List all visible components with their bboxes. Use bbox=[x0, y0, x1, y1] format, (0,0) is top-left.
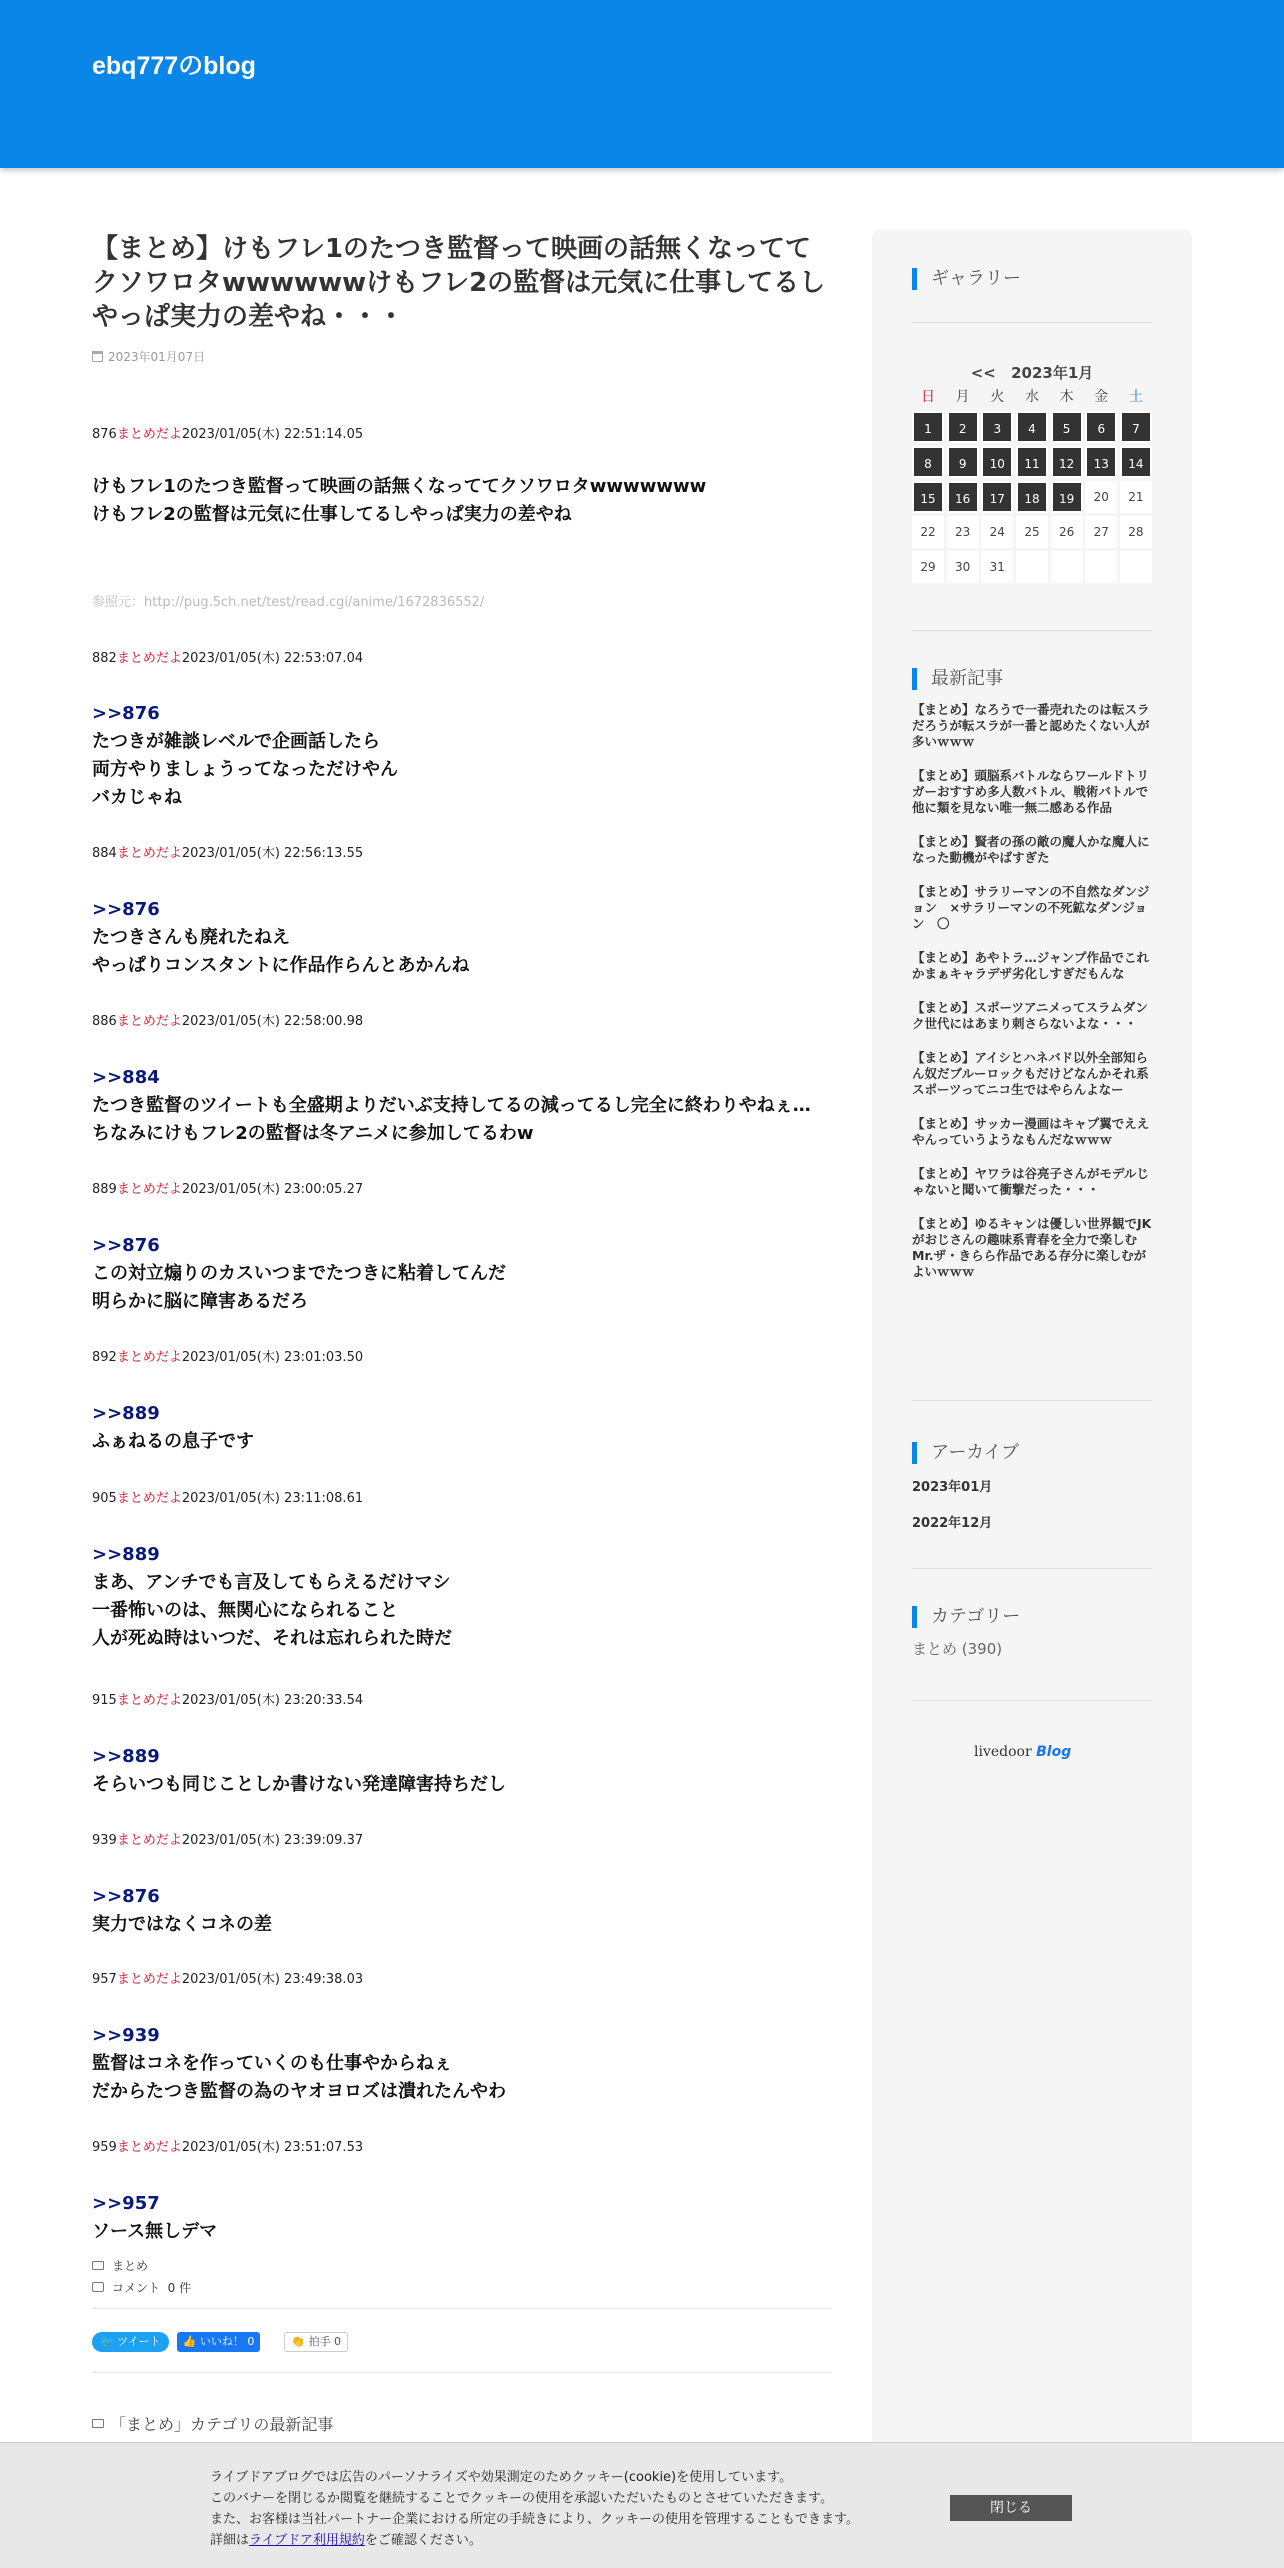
clap-button[interactable]: 👏 拍手 0 bbox=[284, 2332, 348, 2352]
calendar-day[interactable]: 18 bbox=[1016, 481, 1048, 513]
divider bbox=[92, 2372, 832, 2373]
calendar-week-row bbox=[912, 411, 1152, 443]
calendar-day[interactable]: 7 bbox=[1120, 411, 1152, 443]
calendar-weekday: 月 bbox=[955, 389, 970, 405]
post-time: 2023/01/05(木) 23:49:38.03 bbox=[181, 1972, 364, 1987]
folder-icon bbox=[92, 2419, 104, 2428]
like-button[interactable]: 👍 いいね！ 0 bbox=[177, 2332, 261, 2352]
reply-anchor-link[interactable]: >>889 bbox=[92, 1746, 160, 1767]
cookie-close-button[interactable]: 閉じる bbox=[950, 2495, 1072, 2521]
calendar-day[interactable]: 10 bbox=[981, 446, 1013, 478]
site-header bbox=[0, 0, 1284, 168]
post-header bbox=[92, 1829, 363, 1848]
post-line: 一番怖いのは、無関心になられること bbox=[92, 1600, 398, 1621]
post-number: 876 bbox=[92, 427, 117, 442]
calendar-icon bbox=[92, 351, 103, 362]
recent-article-link[interactable]: 【まとめ】アイシとハネバド以外全部知らん奴だブルーロックもだけどなんかそれ系スポーツってニコ生ではやらんよなー bbox=[912, 1050, 1149, 1097]
post-body bbox=[92, 1743, 832, 1799]
post-author: まとめだよ bbox=[116, 1014, 182, 1029]
calendar-day: 21 bbox=[1120, 481, 1152, 513]
post-header bbox=[92, 647, 363, 666]
post-body bbox=[92, 896, 832, 980]
post-author: まとめだよ bbox=[116, 1833, 182, 1848]
calendar-day: 23 bbox=[947, 516, 979, 548]
post-time: 2023/01/05(木) 23:39:09.37 bbox=[181, 1833, 364, 1848]
category-heading: カテゴリー bbox=[912, 1606, 1020, 1628]
calendar-day[interactable]: 1 bbox=[912, 411, 944, 443]
calendar-day[interactable]: 2 bbox=[947, 411, 979, 443]
post-author: まとめだよ bbox=[116, 1491, 182, 1506]
archive-item[interactable]: 2022年12月 bbox=[912, 1516, 993, 1531]
post-time: 2023/01/05(木) 23:51:07.53 bbox=[181, 2140, 364, 2155]
recent-article-link[interactable]: 【まとめ】なろうで一番売れたのは転スラだろうが転スラが一番と認めたくない人が多いｗｗｗ bbox=[912, 702, 1150, 749]
recent-article-link[interactable]: 【まとめ】ゆるキャンは優しい世界観でJKがおじさんの趣味系青春を全力で楽しむMr.ザ・きらら作品である存分に楽しむがよいｗｗｗ bbox=[912, 1216, 1152, 1279]
post-time: 2023/01/05(木) 22:56:13.55 bbox=[181, 846, 364, 861]
cookie-line: ライブドアブログでは広告のパーソナライズや効果測定のためクッキー(cookie)を使用しています。 bbox=[210, 2470, 793, 2485]
comment-link[interactable] bbox=[112, 2279, 191, 2296]
calendar-day[interactable]: 15 bbox=[912, 481, 944, 513]
recent-articles bbox=[912, 702, 1152, 1298]
post-line: 実力ではなくコネの差 bbox=[92, 1914, 272, 1935]
calendar-day: 24 bbox=[981, 516, 1013, 548]
reply-anchor-link[interactable]: >>957 bbox=[92, 2193, 160, 2214]
calendar-day[interactable]: 16 bbox=[947, 481, 979, 513]
calendar-weekday-row bbox=[912, 386, 1152, 408]
sidebar-divider bbox=[912, 1700, 1152, 1701]
post-header bbox=[92, 1178, 363, 1197]
related-heading bbox=[92, 2412, 333, 2435]
calendar-day[interactable]: 19 bbox=[1051, 481, 1083, 513]
reply-anchor-link[interactable]: >>889 bbox=[92, 1403, 160, 1424]
livedoor-text: livedoor bbox=[974, 1744, 1032, 1760]
post-time: 2023/01/05(木) 23:11:08.61 bbox=[181, 1491, 364, 1506]
archive-item[interactable]: 2023年01月 bbox=[912, 1480, 993, 1495]
reply-anchor-link[interactable]: >>889 bbox=[92, 1544, 160, 1565]
recent-article-link[interactable]: 【まとめ】頭脳系バトルならワールドトリガーおすすめ多人数バトル、戦術バトルで他に類を見ない唯一無二感ある作品 bbox=[912, 768, 1150, 815]
post-line: だからたつき監督の為のヤオヨロズは潰れたんやわ bbox=[92, 2081, 506, 2102]
related-heading-text: 「まとめ」カテゴリの最新記事 bbox=[110, 2415, 334, 2434]
calendar-day[interactable]: 5 bbox=[1051, 411, 1083, 443]
post-author: まとめだよ bbox=[116, 427, 182, 442]
post-line: まあ、アンチでも言及してもらえるだけマシ bbox=[92, 1572, 451, 1593]
comment-count-row bbox=[92, 2276, 191, 2298]
post-number: 905 bbox=[92, 1491, 117, 1506]
divider bbox=[92, 2308, 832, 2309]
recent-article-link[interactable]: 【まとめ】サラリーマンの不自然なダンジョン ×サラリーマンの不死鉱なダンジョン 〇 bbox=[912, 884, 1150, 931]
calendar-weekday: 木 bbox=[1059, 389, 1074, 405]
cookie-line bbox=[210, 2530, 859, 2551]
folder-icon bbox=[92, 2261, 104, 2270]
calendar-weekday: 火 bbox=[990, 389, 1005, 405]
calendar bbox=[912, 386, 1152, 586]
calendar-day[interactable]: 4 bbox=[1016, 411, 1048, 443]
article bbox=[92, 232, 832, 2242]
calendar-weekday: 金 bbox=[1094, 389, 1109, 405]
reply-anchor-link[interactable]: >>876 bbox=[92, 1886, 160, 1907]
post-number: 884 bbox=[92, 846, 117, 861]
like-label: いいね！ 0 bbox=[199, 2335, 255, 2348]
article-date bbox=[92, 348, 832, 365]
post-number: 915 bbox=[92, 1693, 117, 1708]
calendar-day[interactable]: 11 bbox=[1016, 446, 1048, 478]
calendar-day[interactable]: 13 bbox=[1085, 446, 1117, 478]
calendar-day: 27 bbox=[1085, 516, 1117, 548]
post-number: 959 bbox=[92, 2140, 117, 2155]
calendar-month: 2023年1月 bbox=[1011, 364, 1094, 382]
post-body bbox=[92, 473, 832, 529]
calendar-day: 25 bbox=[1016, 516, 1048, 548]
cookie-line: このバナーを閉じるか閲覧を継続することでクッキーの使用を承認いただいたものとさせていただきます。 bbox=[210, 2491, 833, 2506]
post-line: たつきが雑談レベルで企画話したら bbox=[92, 731, 380, 752]
article-meta bbox=[92, 2254, 191, 2298]
category-item[interactable]: まとめ (390) bbox=[912, 1640, 1003, 1658]
post-header bbox=[92, 1689, 363, 1708]
cookie-line-suffix: をご確認ください。 bbox=[364, 2533, 482, 2548]
calendar-day[interactable]: 14 bbox=[1120, 446, 1152, 478]
calendar-day[interactable]: 17 bbox=[981, 481, 1013, 513]
recent-article-link[interactable]: 【まとめ】ヤワラは谷亮子さんがモデルじゃないと聞いて衝撃だった・・・ bbox=[912, 1166, 1149, 1197]
terms-link[interactable]: ライブドア利用規約 bbox=[249, 2533, 365, 2548]
post-header bbox=[92, 1346, 363, 1365]
calendar-week-row bbox=[912, 446, 1152, 478]
post-body bbox=[92, 2190, 832, 2246]
calendar-week-row bbox=[912, 481, 1152, 513]
calendar-weekday: 土 bbox=[1128, 389, 1143, 405]
reply-anchor-link[interactable]: >>876 bbox=[92, 703, 160, 724]
post-header bbox=[92, 2136, 363, 2155]
post-time: 2023/01/05(木) 22:53:07.04 bbox=[181, 651, 364, 666]
livedoor-blog-logo[interactable] bbox=[974, 1744, 1071, 1760]
post-line: ふぁねるの息子です bbox=[92, 1431, 254, 1452]
site-title-link[interactable]: ebq777のblog bbox=[92, 52, 256, 80]
post-author: まとめだよ bbox=[116, 1693, 182, 1708]
post-body bbox=[92, 1064, 832, 1148]
post-header bbox=[92, 842, 363, 861]
sidebar bbox=[872, 230, 1192, 2490]
recent-article-link[interactable]: 【まとめ】スポーツアニメってスラムダンク世代にはあまり刺さらないよな・・・ bbox=[912, 1000, 1148, 1031]
post-header bbox=[92, 1010, 363, 1029]
post-author: まとめだよ bbox=[116, 651, 182, 666]
post-number: 892 bbox=[92, 1350, 117, 1365]
cookie-line-prefix: 詳細は bbox=[210, 2533, 250, 2548]
tweet-button[interactable]: 🐦 ツイート bbox=[92, 2332, 169, 2352]
post-line: 明らかに脳に障害あるだろ bbox=[92, 1291, 308, 1312]
reply-anchor-link[interactable]: >>876 bbox=[92, 1235, 160, 1256]
post-line: けもフレ2の監督は元気に仕事してるしやっぱ実力の差やね bbox=[92, 504, 572, 525]
cookie-text bbox=[210, 2467, 859, 2551]
calendar-day: 29 bbox=[912, 551, 944, 583]
calendar-day: 30 bbox=[947, 551, 979, 583]
comment-label: コメント bbox=[112, 2280, 161, 2295]
calendar-day[interactable]: 12 bbox=[1051, 446, 1083, 478]
recent-article-link[interactable]: 【まとめ】賢者の孫の敵の魔人かな魔人になった動機がやばすぎた bbox=[912, 834, 1150, 865]
calendar-nav bbox=[872, 362, 1192, 383]
calendar-weekday: 水 bbox=[1024, 389, 1039, 405]
category-tag-link[interactable]: まとめ bbox=[112, 2258, 149, 2273]
post-author: まとめだよ bbox=[116, 1350, 182, 1365]
calendar-day: 22 bbox=[912, 516, 944, 548]
calendar-day[interactable]: 8 bbox=[912, 446, 944, 478]
calendar-empty-cell bbox=[1016, 551, 1048, 583]
tweet-label: ツイート bbox=[117, 2335, 161, 2348]
post-author: まとめだよ bbox=[116, 846, 182, 861]
post-body bbox=[92, 1541, 832, 1653]
source-link[interactable]: 参照元：http://pug.5ch.net/test/read.cgi/anime/1672836552/ bbox=[92, 595, 485, 610]
calendar-day[interactable]: 6 bbox=[1085, 411, 1117, 443]
post-line: ちなみにけもフレ2の監督は冬アニメに参加してるわw bbox=[92, 1123, 534, 1144]
sidebar-divider bbox=[912, 322, 1152, 323]
post-header bbox=[92, 1487, 363, 1506]
calendar-empty-cell bbox=[1051, 551, 1083, 583]
reply-anchor-link[interactable]: >>876 bbox=[92, 899, 160, 920]
reply-anchor-link[interactable]: >>884 bbox=[92, 1067, 160, 1088]
post-line: ソース無しデマ bbox=[92, 2221, 218, 2242]
calendar-day[interactable]: 9 bbox=[947, 446, 979, 478]
post-author: まとめだよ bbox=[116, 1972, 182, 1987]
post-body bbox=[92, 1400, 832, 1456]
recent-heading: 最新記事 bbox=[912, 668, 1003, 690]
calendar-empty-cell bbox=[1085, 551, 1117, 583]
calendar-week-row bbox=[912, 551, 1152, 583]
post-line: けもフレ1のたつき監督って映画の話無くなっててクソワロタwwwwwww bbox=[92, 476, 707, 497]
post-body bbox=[92, 2022, 832, 2106]
post-header bbox=[92, 1968, 363, 1987]
post-line: この対立煽りのカスいつまでたつきに粘着してんだ bbox=[92, 1263, 506, 1284]
recent-article-link[interactable]: 【まとめ】あやトラ…ジャンプ作品でこれかまぁキャラデザ劣化しすぎだもんな bbox=[912, 950, 1150, 981]
post-line: バカじゃね bbox=[92, 787, 182, 808]
post-time: 2023/01/05(木) 22:51:14.05 bbox=[181, 427, 364, 442]
calendar-day: 28 bbox=[1120, 516, 1152, 548]
post-time: 2023/01/05(木) 23:00:05.27 bbox=[181, 1182, 364, 1197]
post-number: 886 bbox=[92, 1014, 117, 1029]
sidebar-divider bbox=[912, 1400, 1152, 1401]
calendar-week-row bbox=[912, 516, 1152, 548]
post-line: そらいつも同じことしか書けない発達障害持ちだし bbox=[92, 1774, 506, 1795]
cookie-banner bbox=[0, 2442, 1284, 2568]
post-body bbox=[92, 700, 832, 812]
calendar-empty-cell bbox=[1120, 551, 1152, 583]
post-number: 882 bbox=[92, 651, 117, 666]
calendar-day: 26 bbox=[1051, 516, 1083, 548]
post-body bbox=[92, 1883, 832, 1939]
category-tag-row bbox=[92, 2254, 191, 2276]
post-number: 939 bbox=[92, 1833, 117, 1848]
post-line: 監督はコネを作っていくのも仕事やからねぇ bbox=[92, 2053, 452, 2074]
sidebar-divider bbox=[912, 630, 1152, 631]
post-time: 2023/01/05(木) 23:20:33.54 bbox=[181, 1693, 364, 1708]
article-date-text: 2023年01月07日 bbox=[108, 350, 206, 364]
calendar-day: 20 bbox=[1085, 481, 1117, 513]
post-number: 889 bbox=[92, 1182, 117, 1197]
comment-count: 0 件 bbox=[167, 2280, 192, 2295]
post-line: たつき監督のツイートも全盛期よりだいぶ支持してるの減ってるし完全に終わりやねぇ… bbox=[92, 1095, 811, 1116]
post-line: 人が死ぬ時はいつだ、それは忘れられた時だ bbox=[92, 1628, 452, 1649]
post-line: 両方やりましょうってなっただけやん bbox=[92, 759, 398, 780]
post-line: やっぱりコンスタントに作品作らんとあかんね bbox=[92, 955, 470, 976]
post-author: まとめだよ bbox=[116, 2140, 182, 2155]
calendar-weekday: 日 bbox=[921, 389, 935, 405]
article-title: 【まとめ】けもフレ1のたつき監督って映画の話無くなっててクソワロタwwwwwwけもフレ2の監督は元気に仕事してるしやっぱ実力の差やね・・・ bbox=[92, 234, 826, 332]
post-header bbox=[92, 423, 363, 442]
clap-label: 拍手 0 bbox=[308, 2335, 342, 2348]
comment-icon bbox=[92, 2282, 104, 2292]
blog-text: Blog bbox=[1036, 1744, 1072, 1760]
post-body bbox=[92, 1232, 832, 1316]
sidebar-divider bbox=[912, 1568, 1152, 1569]
share-buttons bbox=[92, 2332, 348, 2352]
cookie-line: また、お客様は当社パートナー企業における所定の手続きにより、クッキーの使用を管理することもできます。 bbox=[210, 2512, 859, 2527]
post-line: たつきさんも廃れたねえ bbox=[92, 927, 290, 948]
calendar-day[interactable]: 3 bbox=[981, 411, 1013, 443]
reply-anchor-link[interactable]: >>939 bbox=[92, 2025, 160, 2046]
post-number: 957 bbox=[92, 1972, 117, 1987]
post-time: 2023/01/05(木) 23:01:03.50 bbox=[181, 1350, 364, 1365]
recent-article-link[interactable]: 【まとめ】サッカー漫画はキャプ翼でええやんっていうようなもんだなｗｗｗ bbox=[912, 1116, 1150, 1147]
calendar-prev-link[interactable]: << bbox=[970, 364, 996, 382]
calendar-day: 31 bbox=[981, 551, 1013, 583]
gallery-heading: ギャラリー bbox=[912, 268, 1021, 290]
archive-heading: アーカイブ bbox=[912, 1442, 1019, 1464]
post-author: まとめだよ bbox=[116, 1182, 182, 1197]
post-time: 2023/01/05(木) 22:58:00.98 bbox=[181, 1014, 364, 1029]
